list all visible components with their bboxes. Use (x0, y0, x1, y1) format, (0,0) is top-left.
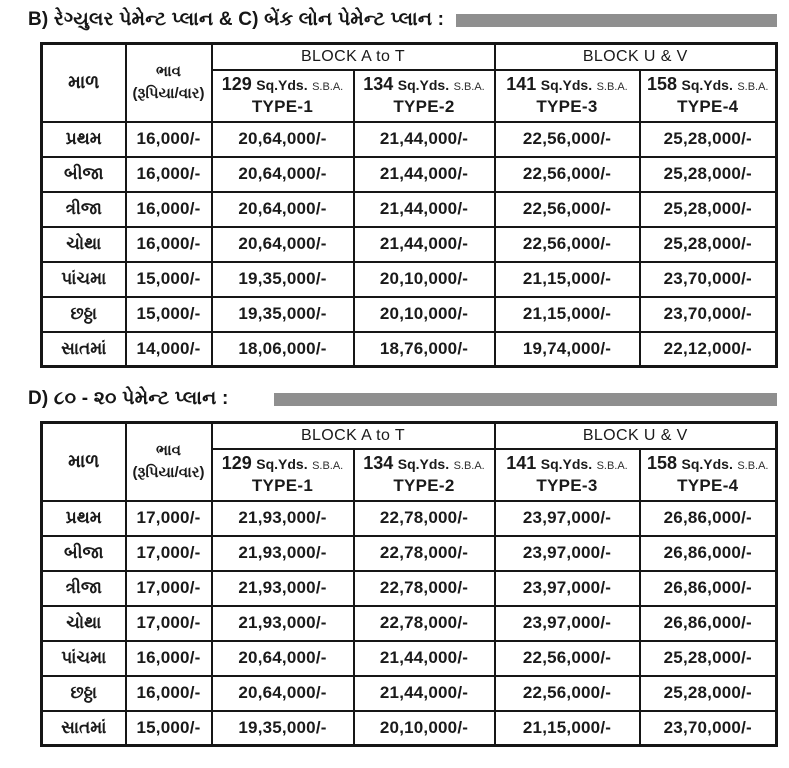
block-a-to-t-header: BLOCK A to T (212, 423, 495, 449)
type-2-label: TYPE-2 (393, 97, 455, 117)
table-row (42, 676, 777, 711)
section-regular-bank-plan (0, 9, 789, 368)
price-table-body (42, 122, 777, 367)
price-cell-type-4: 25,28,000/- (640, 122, 777, 157)
type-4-area-line (641, 73, 776, 96)
rate-cell: 17,000/- (126, 571, 212, 606)
price-cell-type-4: 25,28,000/- (640, 676, 777, 711)
floor-label: ત્રીજા (42, 571, 126, 606)
type-4-area-line (641, 452, 776, 475)
rate-cell: 17,000/- (126, 536, 212, 571)
type-3-column-header (495, 70, 640, 122)
rate-header-line1: ભાવ (155, 442, 182, 459)
floor-label: બીજા (42, 536, 126, 571)
price-cell-type-3: 19,74,000/- (495, 332, 640, 367)
rate-cell: 16,000/- (126, 157, 212, 192)
type-2-column-header (354, 70, 495, 122)
block-u-v-header: BLOCK U & V (495, 44, 777, 70)
floor-column-header: માળ (42, 423, 126, 501)
price-cell-type-3: 21,15,000/- (495, 262, 640, 297)
floor-label: સાતમાં (42, 332, 126, 367)
block-u-v-header: BLOCK U & V (495, 423, 777, 449)
type-1-area: 129 (221, 453, 252, 474)
price-cell-type-3: 21,15,000/- (495, 297, 640, 332)
price-cell-type-3: 23,97,000/- (495, 501, 640, 536)
type-3-label: TYPE-3 (536, 476, 598, 496)
type-1-area-line (213, 73, 353, 96)
rate-header-line2: (રૂપિયા/વાર) (132, 84, 205, 102)
type-2-column-header (354, 449, 495, 501)
floor-label: પ્રથમ (42, 501, 126, 536)
price-cell-type-1: 21,93,000/- (212, 606, 354, 641)
table-row (42, 227, 777, 262)
rate-cell: 16,000/- (126, 122, 212, 157)
price-cell-type-3: 23,97,000/- (495, 606, 640, 641)
type-1-unit: Sq.Yds. (256, 456, 308, 473)
rate-header-line2: (રૂપિયા/વાર) (132, 463, 205, 481)
type-3-unit: Sq.Yds. (540, 456, 593, 473)
floor-label: ચોથા (42, 227, 126, 262)
price-cell-type-2: 18,76,000/- (354, 332, 495, 367)
type-4-unit: Sq.Yds. (681, 456, 733, 473)
type-2-label: TYPE-2 (393, 476, 455, 496)
type-4-unit: Sq.Yds. (681, 77, 733, 94)
price-cell-type-3: 22,56,000/- (495, 641, 640, 676)
price-cell-type-1: 20,64,000/- (212, 122, 354, 157)
price-cell-type-1: 19,35,000/- (212, 711, 354, 746)
rate-cell: 14,000/- (126, 332, 212, 367)
table-row (42, 157, 777, 192)
type-2-area: 134 (363, 74, 394, 95)
type-4-area: 158 (647, 453, 678, 474)
table-row (42, 501, 777, 536)
price-cell-type-4: 26,86,000/- (640, 606, 777, 641)
type-3-area: 141 (506, 453, 537, 474)
type-2-unit: Sq.Yds. (397, 77, 450, 94)
price-cell-type-4: 23,70,000/- (640, 297, 777, 332)
heading-accent-bar (456, 14, 777, 27)
table-header (42, 44, 777, 122)
type-1-sba: S.B.A. (312, 460, 344, 473)
price-cell-type-4: 23,70,000/- (640, 262, 777, 297)
price-cell-type-2: 22,78,000/- (354, 501, 495, 536)
type-1-area-line (213, 452, 353, 475)
type-1-label: TYPE-1 (251, 97, 314, 117)
section-d-heading-row (0, 388, 789, 410)
price-cell-type-3: 22,56,000/- (495, 192, 640, 227)
type-1-area: 129 (221, 74, 252, 95)
table-row (42, 571, 777, 606)
rate-cell: 16,000/- (126, 676, 212, 711)
table-row (42, 122, 777, 157)
rate-cell: 17,000/- (126, 606, 212, 641)
price-cell-type-3: 22,56,000/- (495, 157, 640, 192)
price-cell-type-1: 21,93,000/- (212, 536, 354, 571)
price-cell-type-4: 23,70,000/- (640, 711, 777, 746)
type-3-area: 141 (506, 74, 537, 95)
type-3-column-header (495, 449, 640, 501)
price-cell-type-4: 25,28,000/- (640, 227, 777, 262)
type-3-sba: S.B.A. (596, 460, 628, 473)
rate-cell: 16,000/- (126, 641, 212, 676)
price-cell-type-4: 26,86,000/- (640, 571, 777, 606)
table-row (42, 536, 777, 571)
price-cell-type-3: 21,15,000/- (495, 711, 640, 746)
price-cell-type-1: 18,06,000/- (212, 332, 354, 367)
type-1-sba: S.B.A. (312, 81, 344, 94)
rate-column-header (126, 44, 212, 122)
price-cell-type-1: 21,93,000/- (212, 571, 354, 606)
table-row (42, 711, 777, 746)
type-4-label: TYPE-4 (677, 476, 739, 496)
type-1-label: TYPE-1 (251, 476, 314, 496)
price-cell-type-1: 20,64,000/- (212, 192, 354, 227)
section-b-heading: B) રેગ્યુલર પેમેન્ટ પ્લાન & C) બેંક લોન પેમેન્ટ પ્લાન : (28, 9, 445, 30)
type-1-unit: Sq.Yds. (256, 77, 308, 94)
price-cell-type-2: 21,44,000/- (354, 157, 495, 192)
table-row (42, 192, 777, 227)
price-cell-type-2: 21,44,000/- (354, 122, 495, 157)
price-cell-type-3: 23,97,000/- (495, 536, 640, 571)
price-table-body (42, 501, 777, 746)
price-cell-type-1: 21,93,000/- (212, 501, 354, 536)
price-cell-type-4: 25,28,000/- (640, 192, 777, 227)
floor-label: છઠ્ઠા (42, 297, 126, 332)
price-cell-type-3: 23,97,000/- (495, 571, 640, 606)
price-cell-type-2: 21,44,000/- (354, 641, 495, 676)
rate-cell: 15,000/- (126, 711, 212, 746)
price-cell-type-1: 20,64,000/- (212, 157, 354, 192)
table-row (42, 262, 777, 297)
price-cell-type-2: 20,10,000/- (354, 297, 495, 332)
type-4-area: 158 (647, 74, 678, 95)
type-3-label: TYPE-3 (536, 97, 598, 117)
type-2-area-line (355, 73, 494, 96)
rate-header-line1: ભાવ (155, 63, 182, 80)
price-cell-type-3: 22,56,000/- (495, 676, 640, 711)
price-cell-type-2: 21,44,000/- (354, 676, 495, 711)
rate-cell: 15,000/- (126, 262, 212, 297)
type-1-column-header (212, 70, 354, 122)
type-4-column-header (640, 70, 777, 122)
rate-cell: 16,000/- (126, 227, 212, 262)
price-cell-type-4: 22,12,000/- (640, 332, 777, 367)
price-cell-type-4: 25,28,000/- (640, 157, 777, 192)
price-cell-type-2: 21,44,000/- (354, 227, 495, 262)
table-row (42, 332, 777, 367)
floor-label: પાંચમા (42, 262, 126, 297)
floor-label: પાંચમા (42, 641, 126, 676)
table-header (42, 423, 777, 501)
floor-label: છઠ્ઠા (42, 676, 126, 711)
price-cell-type-4: 25,28,000/- (640, 641, 777, 676)
price-cell-type-1: 19,35,000/- (212, 262, 354, 297)
price-cell-type-2: 20,10,000/- (354, 711, 495, 746)
floor-label: બીજા (42, 157, 126, 192)
type-2-unit: Sq.Yds. (397, 456, 450, 473)
rate-cell: 16,000/- (126, 192, 212, 227)
price-table-80-20-plan (40, 421, 778, 747)
type-2-sba: S.B.A. (453, 460, 485, 473)
price-cell-type-4: 26,86,000/- (640, 536, 777, 571)
price-cell-type-3: 22,56,000/- (495, 227, 640, 262)
rate-column-header (126, 423, 212, 501)
section-d-heading: D) ૮૦ - ૨૦ પેમેન્ટ પ્લાન : (28, 388, 229, 409)
price-table-regular-plan (40, 42, 778, 368)
floor-column-header: માળ (42, 44, 126, 122)
price-cell-type-2: 22,78,000/- (354, 571, 495, 606)
type-3-unit: Sq.Yds. (540, 77, 593, 94)
rate-cell: 17,000/- (126, 501, 212, 536)
floor-label: સાતમાં (42, 711, 126, 746)
price-cell-type-2: 20,10,000/- (354, 262, 495, 297)
price-cell-type-2: 22,78,000/- (354, 606, 495, 641)
type-3-area-line (496, 452, 639, 475)
price-cell-type-1: 20,64,000/- (212, 641, 354, 676)
price-cell-type-2: 21,44,000/- (354, 192, 495, 227)
price-cell-type-1: 19,35,000/- (212, 297, 354, 332)
price-cell-type-3: 22,56,000/- (495, 122, 640, 157)
type-4-label: TYPE-4 (677, 97, 739, 117)
table-row (42, 297, 777, 332)
price-cell-type-1: 20,64,000/- (212, 227, 354, 262)
price-cell-type-4: 26,86,000/- (640, 501, 777, 536)
price-cell-type-2: 22,78,000/- (354, 536, 495, 571)
block-a-to-t-header: BLOCK A to T (212, 44, 495, 70)
floor-label: ચોથા (42, 606, 126, 641)
floor-label: ત્રીજા (42, 192, 126, 227)
table-row (42, 606, 777, 641)
type-3-sba: S.B.A. (596, 81, 628, 94)
type-4-sba: S.B.A. (737, 81, 769, 94)
type-2-area: 134 (363, 453, 394, 474)
rate-cell: 15,000/- (126, 297, 212, 332)
type-3-area-line (496, 73, 639, 96)
heading-accent-bar (274, 393, 777, 406)
price-cell-type-1: 20,64,000/- (212, 676, 354, 711)
type-2-area-line (355, 452, 494, 475)
type-2-sba: S.B.A. (453, 81, 485, 94)
type-4-column-header (640, 449, 777, 501)
type-4-sba: S.B.A. (737, 460, 769, 473)
floor-label: પ્રથમ (42, 122, 126, 157)
type-1-column-header (212, 449, 354, 501)
section-b-heading-row (0, 9, 789, 31)
table-row (42, 641, 777, 676)
section-80-20-plan (0, 388, 789, 747)
